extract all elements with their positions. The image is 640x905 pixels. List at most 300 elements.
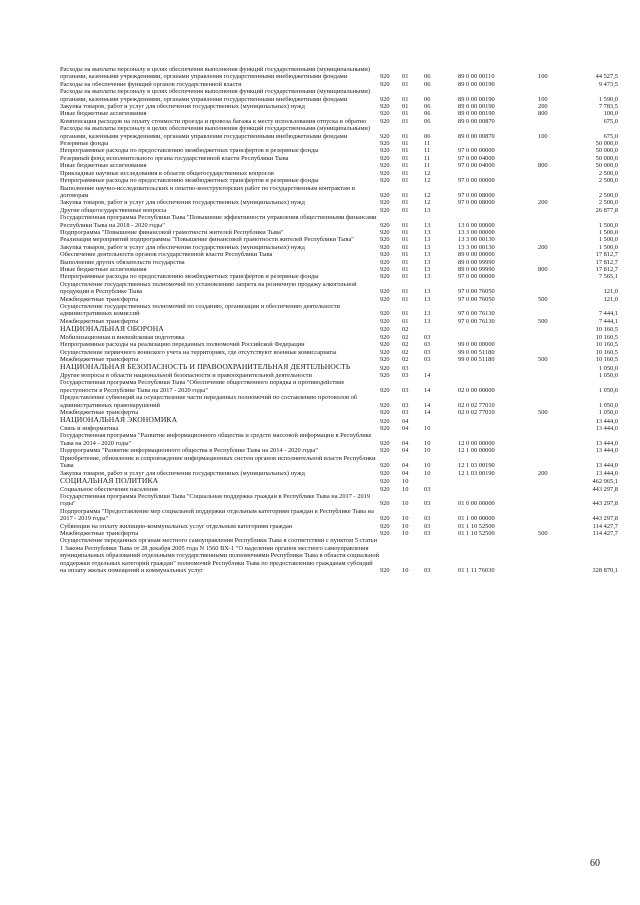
row-grbs: 920 — [380, 478, 390, 486]
row-grbs: 920 — [380, 265, 390, 273]
table-row — [60, 81, 620, 88]
row-razdel: 04 — [402, 462, 409, 470]
row-razdel: 01 — [402, 154, 409, 162]
row-razdel: 03 — [402, 386, 409, 394]
row-podrazdel: 14 — [424, 372, 431, 380]
row-amount: 100,0 — [603, 110, 618, 118]
table-row — [60, 244, 620, 251]
table-row — [60, 88, 620, 103]
row-amount: 17 812,7 — [595, 251, 618, 259]
row-name: СОЦИАЛЬНАЯ ПОЛИТИКА — [60, 475, 159, 485]
row-target-article: 97 0 00 00000 — [458, 273, 495, 281]
row-amount: 7 444,1 — [598, 317, 618, 325]
row-name: Резервные фонды — [60, 140, 109, 148]
row-grbs: 920 — [380, 364, 390, 372]
row-podrazdel: 06 — [424, 95, 431, 103]
row-razdel: 03 — [402, 364, 409, 372]
row-grbs: 920 — [380, 566, 390, 574]
row-razdel: 03 — [402, 401, 409, 409]
row-grbs: 920 — [380, 356, 390, 364]
row-target-article: 01 1 10 52500 — [458, 529, 495, 537]
row-expense-type: 800 — [538, 162, 548, 170]
row-name: Осуществление переданных органам местного самоуправления Республики Тыва в соответствии с пунктом 5 статьи 1 Закона Республики Тыва от 28 декабря 2005 года N 1560 ВХ-1 "О наделении органов местного самоуправления муниципальных образований отдельными государственными полномочиями Республики Тыва в области социальной поддержки отдельных категорий граждан" полномочий Республики Тыва по предоставлению гражданам субсидий на оплату жилых помещений и коммунальных услуг — [60, 537, 380, 574]
row-amount: 121,0 — [603, 295, 618, 303]
row-podrazdel: 12 — [424, 191, 431, 199]
row-name: Закупка товаров, работ и услуг для обеспечения государственных (муниципальных) нужд — [60, 199, 305, 207]
row-amount: 17 812,7 — [595, 258, 618, 266]
budget-table — [60, 66, 620, 574]
row-target-article — [458, 416, 538, 425]
row-target-article: 97 0 00 00000 — [458, 177, 495, 185]
row-grbs: 920 — [380, 500, 390, 508]
row-podrazdel: 13 — [424, 273, 431, 281]
row-podrazdel: 06 — [424, 117, 431, 125]
row-grbs: 920 — [380, 310, 390, 318]
row-razdel: 10 — [402, 522, 409, 530]
row-podrazdel: 06 — [424, 110, 431, 118]
row-podrazdel: 03 — [424, 529, 431, 537]
row-grbs: 920 — [380, 372, 390, 380]
row-target-article: 02 0 02 77010 — [458, 401, 495, 409]
row-name: Субвенции на оплату жилищно-коммунальных услуг отдельным категориям граждан — [60, 522, 293, 530]
row-razdel: 04 — [402, 439, 409, 447]
row-grbs: 920 — [380, 199, 390, 207]
row-target-article: 89 0 00 00000 — [458, 251, 495, 259]
row-expense-type — [538, 523, 576, 530]
row-podrazdel: 13 — [424, 206, 431, 214]
row-expense-type — [538, 273, 576, 280]
row-amount: 10 160,5 — [595, 348, 618, 356]
row-grbs: 920 — [380, 162, 390, 170]
row-amount: 13 444,0 — [595, 469, 618, 477]
table-row — [60, 508, 620, 523]
table-row — [60, 125, 620, 140]
table-row — [60, 477, 620, 486]
row-target-article — [458, 425, 538, 432]
row-grbs: 920 — [380, 95, 390, 103]
row-name: Компенсация расходов на оплату стоимости проезда и провоза багажа к месту использования отпуска и обратно — [60, 117, 367, 125]
row-name: Закупка товаров, работ и услуг для обеспечения государственных (муниципальных) нужд — [60, 469, 305, 477]
row-podrazdel: 11 — [424, 147, 431, 155]
row-grbs: 920 — [380, 132, 390, 140]
row-amount: 7 444,1 — [598, 310, 618, 318]
table-row — [60, 537, 620, 574]
row-amount: 50 000,0 — [595, 162, 618, 170]
table-row — [60, 155, 620, 162]
row-target-article: 97 0 00 04000 — [458, 154, 495, 162]
row-grbs: 920 — [380, 251, 390, 259]
row-target-article: 99 0 00 51180 — [458, 348, 495, 356]
row-amount: 2 500,0 — [598, 169, 618, 177]
row-name: Непрограммные расходы по предоставлению межбюджетных трансфертов и резервные фонды — [60, 273, 319, 281]
row-grbs: 920 — [380, 469, 390, 477]
row-razdel: 01 — [402, 310, 409, 318]
table-row — [60, 170, 620, 177]
row-amount: 1 500,0 — [598, 228, 618, 236]
row-podrazdel: 06 — [424, 103, 431, 111]
row-razdel: 02 — [402, 348, 409, 356]
row-name: Подпрограмма "Повышение финансовой грамотности жителей Республики Тыва" — [60, 228, 284, 236]
row-expense-type — [538, 537, 576, 574]
row-podrazdel: 13 — [424, 317, 431, 325]
row-podrazdel — [424, 363, 458, 372]
table-row — [60, 372, 620, 379]
row-amount: 121,0 — [603, 288, 618, 296]
row-name: Непрограммные расходы по предоставлению межбюджетных трансфертов и резервные фонды — [60, 147, 319, 155]
row-grbs: 920 — [380, 417, 390, 425]
row-grbs: 920 — [380, 295, 390, 303]
row-razdel: 01 — [402, 258, 409, 266]
row-expense-type — [538, 140, 576, 147]
row-expense-type — [538, 416, 576, 425]
row-amount: 443 297,8 — [592, 500, 618, 508]
row-razdel: 10 — [402, 515, 409, 523]
row-target-article: 89 0 00 00190 — [458, 80, 495, 88]
row-target-article: 97 0 00 76130 — [458, 310, 495, 318]
row-name: Предоставление субвенций на осуществление части переданных полномочий по составлению протоколов об административных правонарушений — [60, 394, 358, 409]
row-podrazdel: 03 — [424, 356, 431, 364]
row-name: Государственная программа "Развитие информационного общества и средств массовой информации в Республике Тыва на 2014 - 2020 годы" — [60, 432, 372, 447]
row-amount: 7 565,1 — [598, 273, 618, 281]
row-amount: 10 160,5 — [595, 333, 618, 341]
row-expense-type — [538, 303, 576, 318]
page-number: 60 — [590, 858, 600, 869]
row-razdel: 04 — [402, 425, 409, 433]
row-name: Связь и информатика — [60, 425, 119, 433]
row-razdel: 10 — [402, 529, 409, 537]
row-target-article: 89 0 00 00870 — [458, 117, 495, 125]
row-name: Подпрограмма "Предоставление мер социальной поддержки отдельным категориям граждан в Республике Тыва на 2017 - 2019 годы" — [60, 507, 374, 523]
row-target-article: 97 0 00 00000 — [458, 147, 495, 155]
row-amount: 675,0 — [603, 117, 618, 125]
row-podrazdel: 12 — [424, 177, 431, 185]
row-amount: 17 812,7 — [595, 265, 618, 273]
row-expense-type — [538, 455, 576, 470]
row-expense-type — [538, 432, 576, 447]
row-target-article — [458, 334, 538, 341]
row-razdel: 01 — [402, 140, 409, 148]
row-amount: 13 444,0 — [595, 425, 618, 433]
row-podrazdel: 14 — [424, 401, 431, 409]
table-row — [60, 103, 620, 110]
row-expense-type — [538, 379, 576, 394]
row-target-article: 13 3 00 00000 — [458, 228, 495, 236]
row-expense-type — [538, 155, 576, 162]
row-target-article: 97 0 00 04000 — [458, 162, 495, 170]
row-razdel: 01 — [402, 177, 409, 185]
row-grbs: 920 — [380, 317, 390, 325]
row-podrazdel — [424, 325, 458, 334]
row-name: Государственная программа Республики Тыва "Социальная поддержка граждан в Республике Тыва на 2017 - 2019 годы" — [60, 492, 371, 508]
row-amount: 114 427,7 — [592, 529, 618, 537]
row-expense-type — [538, 259, 576, 266]
row-expense-type — [538, 425, 576, 432]
row-name: Подпрограмма "Развитие информационного общества в Республике Тыва на 2014 - 2020 годы" — [60, 447, 318, 455]
table-row — [60, 214, 620, 229]
row-podrazdel: 14 — [424, 386, 431, 394]
row-target-article: 02 0 02 77010 — [458, 409, 495, 417]
table-row — [60, 162, 620, 169]
table-row — [60, 266, 620, 273]
row-expense-type — [538, 363, 576, 372]
row-name: Государственная программа Республики Тыва "Повышение эффективности управления общественными финансами Республики Тыва на 2018 - 2020 годы" — [60, 214, 377, 229]
row-razdel: 01 — [402, 95, 409, 103]
row-podrazdel: 03 — [424, 500, 431, 508]
row-podrazdel: 03 — [424, 348, 431, 356]
row-razdel: 01 — [402, 206, 409, 214]
row-target-article — [458, 207, 538, 214]
row-target-article — [458, 363, 538, 372]
row-amount: 443 297,8 — [592, 515, 618, 523]
row-target-article: 97 0 00 08000 — [458, 191, 495, 199]
row-target-article: 12 1 00 00000 — [458, 447, 495, 455]
row-amount: 2 500,0 — [598, 199, 618, 207]
row-amount: 13 444,0 — [595, 447, 618, 455]
row-expense-type — [538, 447, 576, 454]
row-podrazdel: 13 — [424, 265, 431, 273]
row-grbs: 920 — [380, 529, 390, 537]
row-target-article: 89 0 00 00110 — [458, 73, 495, 81]
table-row — [60, 432, 620, 447]
row-target-article: 89 0 00 00190 — [458, 95, 495, 103]
row-target-article: 89 0 00 00190 — [458, 103, 495, 111]
row-razdel: 01 — [402, 236, 409, 244]
row-expense-type: 800 — [538, 265, 548, 273]
table-row — [60, 296, 620, 303]
row-expense-type — [538, 281, 576, 296]
row-grbs: 920 — [380, 221, 390, 229]
table-row — [60, 251, 620, 258]
row-razdel: 10 — [402, 485, 409, 493]
row-grbs: 920 — [380, 333, 390, 341]
row-name: Иные бюджетные ассигнования — [60, 265, 147, 273]
row-name: Социальное обеспечение населения — [60, 485, 158, 493]
table-row — [60, 325, 620, 334]
row-target-article: 89 0 00 99990 — [458, 258, 495, 266]
row-razdel: 01 — [402, 162, 409, 170]
row-expense-type — [538, 486, 576, 493]
table-row — [60, 530, 620, 537]
row-expense-type — [538, 236, 576, 243]
row-razdel: 01 — [402, 295, 409, 303]
row-razdel: 01 — [402, 243, 409, 251]
row-grbs: 920 — [380, 341, 390, 349]
row-razdel: 02 — [402, 341, 409, 349]
row-razdel: 01 — [402, 103, 409, 111]
row-podrazdel: 11 — [424, 154, 431, 162]
row-razdel: 03 — [402, 409, 409, 417]
row-expense-type: 100 — [538, 73, 548, 81]
row-grbs: 920 — [380, 288, 390, 296]
row-grbs: 920 — [380, 258, 390, 266]
row-podrazdel: 13 — [424, 243, 431, 251]
row-podrazdel: 06 — [424, 73, 431, 81]
row-target-article — [458, 325, 538, 334]
row-name: Обеспечение деятельности органов государственной власти Республики Тыва — [60, 251, 273, 259]
row-razdel: 01 — [402, 73, 409, 81]
table-row — [60, 425, 620, 432]
row-podrazdel: 12 — [424, 199, 431, 207]
row-podrazdel: 10 — [424, 469, 431, 477]
row-target-article: 99 0 00 51180 — [458, 356, 495, 364]
row-amount: 443 297,8 — [592, 485, 618, 493]
row-podrazdel: 10 — [424, 439, 431, 447]
row-razdel: 10 — [402, 566, 409, 574]
row-grbs: 920 — [380, 154, 390, 162]
row-expense-type — [538, 325, 576, 334]
row-amount: 1 050,0 — [598, 386, 618, 394]
row-podrazdel — [424, 416, 458, 425]
row-razdel: 01 — [402, 317, 409, 325]
row-amount: 10 160,5 — [595, 356, 618, 364]
row-podrazdel: 11 — [424, 162, 431, 170]
row-amount: 1 500,0 — [598, 236, 618, 244]
row-grbs: 920 — [380, 326, 390, 334]
row-podrazdel: 13 — [424, 221, 431, 229]
row-razdel: 01 — [402, 110, 409, 118]
row-target-article — [458, 140, 538, 147]
row-amount: 114 427,7 — [592, 522, 618, 530]
row-name: Межбюджетные трансферты — [60, 295, 139, 303]
row-name: Межбюджетные трансферты — [60, 317, 139, 325]
row-grbs: 920 — [380, 485, 390, 493]
row-name: Осуществление первичного воинского учета на территориях, где отсутствуют военные комиссариаты — [60, 348, 337, 356]
row-target-article: 01 1 11 76030 — [458, 566, 495, 574]
row-podrazdel: 11 — [424, 140, 431, 148]
row-grbs: 920 — [380, 401, 390, 409]
row-amount: 328 870,1 — [592, 566, 618, 574]
row-razdel: 04 — [402, 447, 409, 455]
row-name: Закупка товаров, работ и услуг для обеспечения государственных (муниципальных) нужд — [60, 103, 305, 111]
row-expense-type: 100 — [538, 95, 548, 103]
row-amount: 50 000,0 — [595, 154, 618, 162]
table-row — [60, 118, 620, 125]
row-expense-type: 200 — [538, 469, 548, 477]
row-grbs: 920 — [380, 409, 390, 417]
row-name: Мобилизационная и вневойсковая подготовка — [60, 333, 185, 341]
row-grbs: 920 — [380, 117, 390, 125]
row-name: Выполнение научно-исследовательских и опытно-конструкторских работ по государственным контрактам и договорам — [60, 184, 355, 199]
row-target-article — [458, 170, 538, 177]
row-grbs: 920 — [380, 243, 390, 251]
row-podrazdel: 14 — [424, 409, 431, 417]
row-razdel: 01 — [402, 228, 409, 236]
table-row — [60, 334, 620, 341]
row-name: Расходы на выплаты персоналу в целях обеспечения выполнения функций государственными (муниципальными) органами, казенными учреждениями, органами управления государственными внебюджетными фондами — [60, 66, 370, 81]
row-podrazdel: 03 — [424, 566, 431, 574]
row-razdel: 02 — [402, 326, 409, 334]
table-row — [60, 185, 620, 200]
table-row — [60, 273, 620, 280]
row-target-article: 89 0 00 00870 — [458, 132, 495, 140]
row-razdel: 01 — [402, 265, 409, 273]
row-podrazdel: 13 — [424, 251, 431, 259]
row-amount: 10 160,5 — [595, 341, 618, 349]
row-amount: 10 160,5 — [595, 326, 618, 334]
table-row — [60, 259, 620, 266]
row-razdel: 10 — [402, 500, 409, 508]
row-amount: 13 444,0 — [595, 417, 618, 425]
row-razdel: 01 — [402, 169, 409, 177]
row-name: Другие вопросы в области национальной безопасности и правоохранительной деятельности — [60, 372, 312, 380]
row-razdel: 01 — [402, 221, 409, 229]
row-expense-type: 200 — [538, 103, 548, 111]
row-expense-type: 500 — [538, 356, 548, 364]
row-grbs: 920 — [380, 236, 390, 244]
row-expense-type — [538, 349, 576, 356]
row-razdel: 01 — [402, 288, 409, 296]
row-name: Межбюджетные трансферты — [60, 409, 139, 417]
row-razdel: 01 — [402, 117, 409, 125]
table-row — [60, 281, 620, 296]
row-podrazdel: 13 — [424, 236, 431, 244]
table-row — [60, 486, 620, 493]
row-amount: 1 500,0 — [598, 221, 618, 229]
row-amount: 13 444,0 — [595, 462, 618, 470]
row-amount: 50 000,0 — [595, 140, 618, 148]
row-grbs: 920 — [380, 515, 390, 523]
row-target-article: 01 0 00 00000 — [458, 500, 495, 508]
row-podrazdel: 13 — [424, 258, 431, 266]
row-amount: 675,0 — [603, 132, 618, 140]
row-expense-type: 200 — [538, 243, 548, 251]
row-amount: 1 500,0 — [598, 243, 618, 251]
row-podrazdel: 06 — [424, 80, 431, 88]
row-name: НАЦИОНАЛЬНАЯ ОБОРОНА — [60, 324, 164, 334]
row-grbs: 920 — [380, 169, 390, 177]
row-amount: 13 444,0 — [595, 439, 618, 447]
row-expense-type: 500 — [538, 317, 548, 325]
row-grbs: 920 — [380, 147, 390, 155]
table-row — [60, 140, 620, 147]
row-expense-type — [538, 207, 576, 214]
row-expense-type — [538, 341, 576, 348]
row-name: Непрограммные расходы по предоставлению межбюджетных трансфертов и резервные фонды — [60, 177, 319, 185]
row-target-article: 02 0 00 00000 — [458, 386, 495, 394]
row-amount: 1 050,0 — [598, 364, 618, 372]
row-expense-type — [538, 508, 576, 523]
row-grbs: 920 — [380, 177, 390, 185]
row-podrazdel — [424, 477, 458, 486]
row-podrazdel: 10 — [424, 462, 431, 470]
row-name: Приобретение, обновление и сопровождение информационных систем органов исполнительной власти Республики Тыва — [60, 454, 376, 470]
row-expense-type: 100 — [538, 132, 548, 140]
row-target-article: 13 0 00 00000 — [458, 221, 495, 229]
table-row — [60, 493, 620, 508]
row-expense-type — [538, 372, 576, 379]
row-razdel: 01 — [402, 273, 409, 281]
row-grbs: 920 — [380, 386, 390, 394]
row-expense-type — [538, 147, 576, 154]
row-expense-type — [538, 251, 576, 258]
table-row — [60, 199, 620, 206]
row-name: НАЦИОНАЛЬНАЯ ЭКОНОМИКА — [60, 415, 178, 425]
row-expense-type — [538, 229, 576, 236]
row-target-article: 89 0 00 00190 — [458, 110, 495, 118]
row-razdel: 01 — [402, 191, 409, 199]
row-name: Осуществление государственных полномочий по установлению запрета на розничную продажу алкогольной продукции в Республике Тыва — [60, 280, 357, 296]
row-target-article: 12 1 03 00190 — [458, 462, 495, 470]
row-expense-type — [538, 334, 576, 341]
row-razdel: 02 — [402, 333, 409, 341]
row-grbs: 920 — [380, 140, 390, 148]
row-expense-type — [538, 477, 576, 486]
row-razdel: 02 — [402, 356, 409, 364]
row-name: Расходы на выплаты персоналу в целях обеспечения выполнения функций государственными (муниципальными) органами, казенными учреждениями, органами управления государственными внебюджетными фондами — [60, 88, 370, 103]
table-row — [60, 177, 620, 184]
table-row — [60, 394, 620, 409]
row-grbs: 920 — [380, 206, 390, 214]
